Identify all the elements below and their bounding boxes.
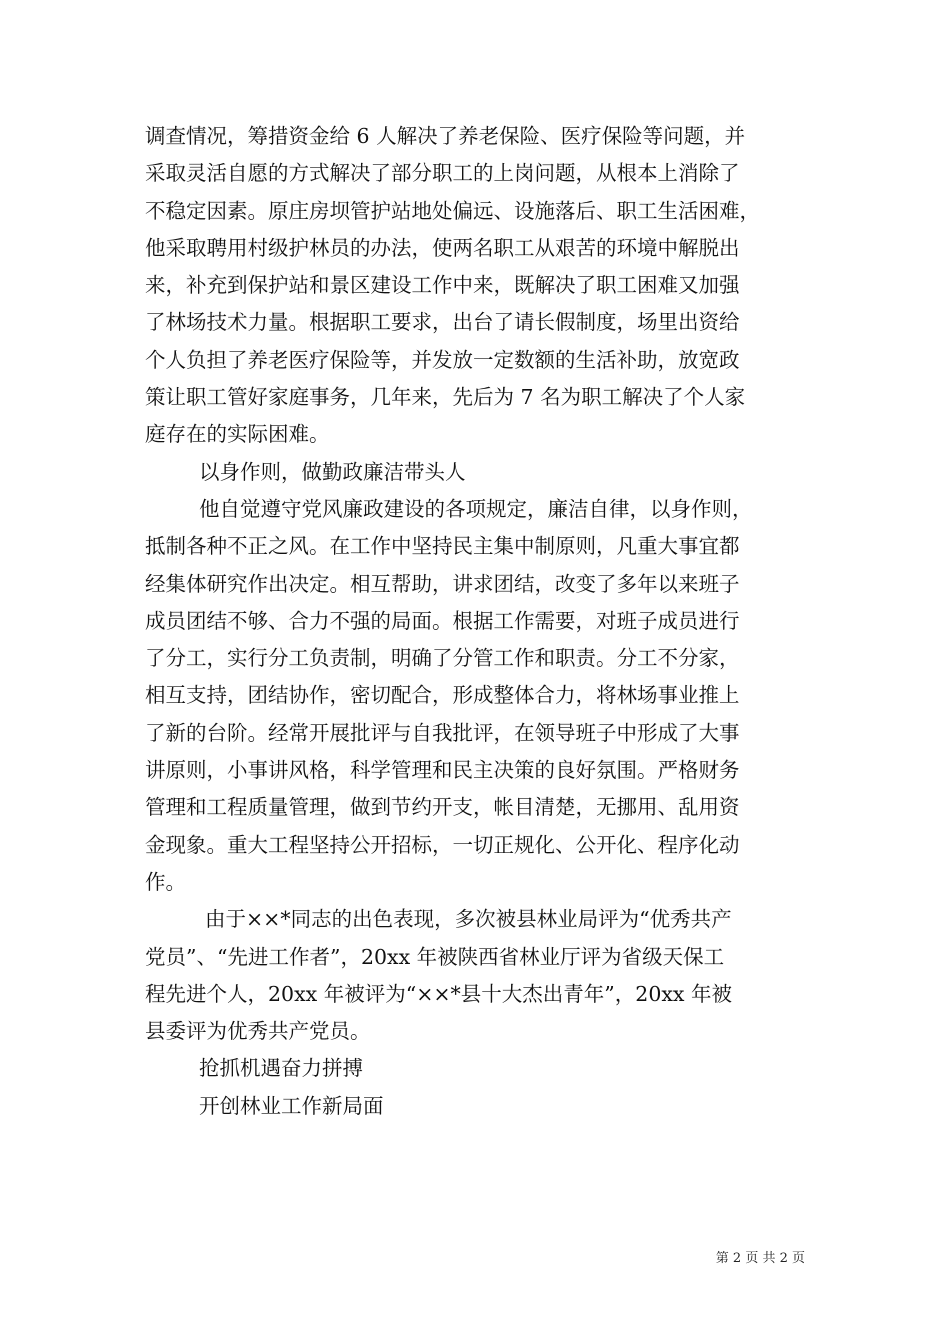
- paragraph-line: 了分工，实行分工负责制，明确了分管工作和职责。分工不分家，: [145, 646, 740, 671]
- paragraph-line: 庭存在的实际困难。: [145, 422, 330, 447]
- paragraph-line: 程先进个人，20xx 年被评为“××*县十大杰出青年”，20xx 年被: [145, 981, 733, 1006]
- paragraph-line: 经集体研究作出决定。相互帮助，讲求团结，改变了多年以来班子: [145, 571, 740, 596]
- paragraph-line: 由于××*同志的出色表现，多次被县林业局评为“优秀共产: [205, 907, 732, 932]
- paragraph-line: 成员团结不够、合力不强的局面。根据工作需要，对班子成员进行: [145, 608, 740, 633]
- paragraph-line: 金现象。重大工程坚持公开招标，一切正规化、公开化、程序化动: [145, 832, 740, 857]
- paragraph-line: 了林场技术力量。根据职工要求，出台了请长假制度，场里出资给: [145, 310, 740, 335]
- document-body: [145, 118, 810, 1125]
- paragraph-line: 抵制各种不正之风。在工作中坚持民主集中制原则，凡重大事宜都: [145, 534, 740, 559]
- section-heading: 开创林业工作新局面: [199, 1093, 384, 1118]
- paragraph-line: 相互支持，团结协作，密切配合，形成整体合力，将林场事业推上: [145, 683, 740, 708]
- paragraph-3: [145, 901, 810, 1050]
- page-number: 第 2 页 共 2 页: [715, 1251, 805, 1266]
- paragraph-line: 讲原则，小事讲风格，科学管理和民主决策的良好氛围。严格财务: [145, 758, 740, 783]
- paragraph-line: 县委评为优秀共产党员。: [145, 1019, 371, 1044]
- paragraph-line: 党员”、“先进工作者”，20xx 年被陕西省林业厅评为省级天保工: [145, 944, 725, 969]
- paragraph-2: [145, 491, 810, 901]
- section-heading: 以身作则，做勤政廉洁带头人: [199, 459, 466, 484]
- paragraph-line: 采取灵活自愿的方式解决了部分职工的上岗问题，从根本上消除了: [145, 161, 740, 186]
- paragraph-line: 管理和工程质量管理，做到节约开支，帐目清楚，无挪用、乱用资: [145, 795, 740, 820]
- paragraph-line: 不稳定因素。原庄房坝管护站地处偏远、设施落后、职工生活困难，: [145, 198, 760, 223]
- section-heading: 抢抓机遇奋力拼搏: [199, 1056, 363, 1081]
- paragraph-line: 作。: [145, 869, 186, 894]
- paragraph-line: 他采取聘用村级护林员的办法，使两名职工从艰苦的环境中解脱出: [145, 235, 740, 260]
- paragraph-line: 他自觉遵守党风廉政建设的各项规定，廉洁自律，以身作则，: [199, 496, 753, 521]
- paragraph-1: [145, 118, 810, 454]
- paragraph-line: 来，补充到保护站和景区建设工作中来，既解决了职工困难又加强: [145, 273, 740, 298]
- paragraph-line: 个人负担了养老医疗保险等，并发放一定数额的生活补助，放宽政: [145, 347, 740, 372]
- paragraph-line: 调查情况，筹措资金给 6 人解决了养老保险、医疗保险等问题，并: [145, 124, 746, 148]
- paragraph-line: 策让职工管好家庭事务，几年来，先后为 7 名为职工解决了个人家: [145, 385, 746, 410]
- paragraph-line: 了新的台阶。经常开展批评与自我批评，在领导班子中形成了大事: [145, 720, 740, 745]
